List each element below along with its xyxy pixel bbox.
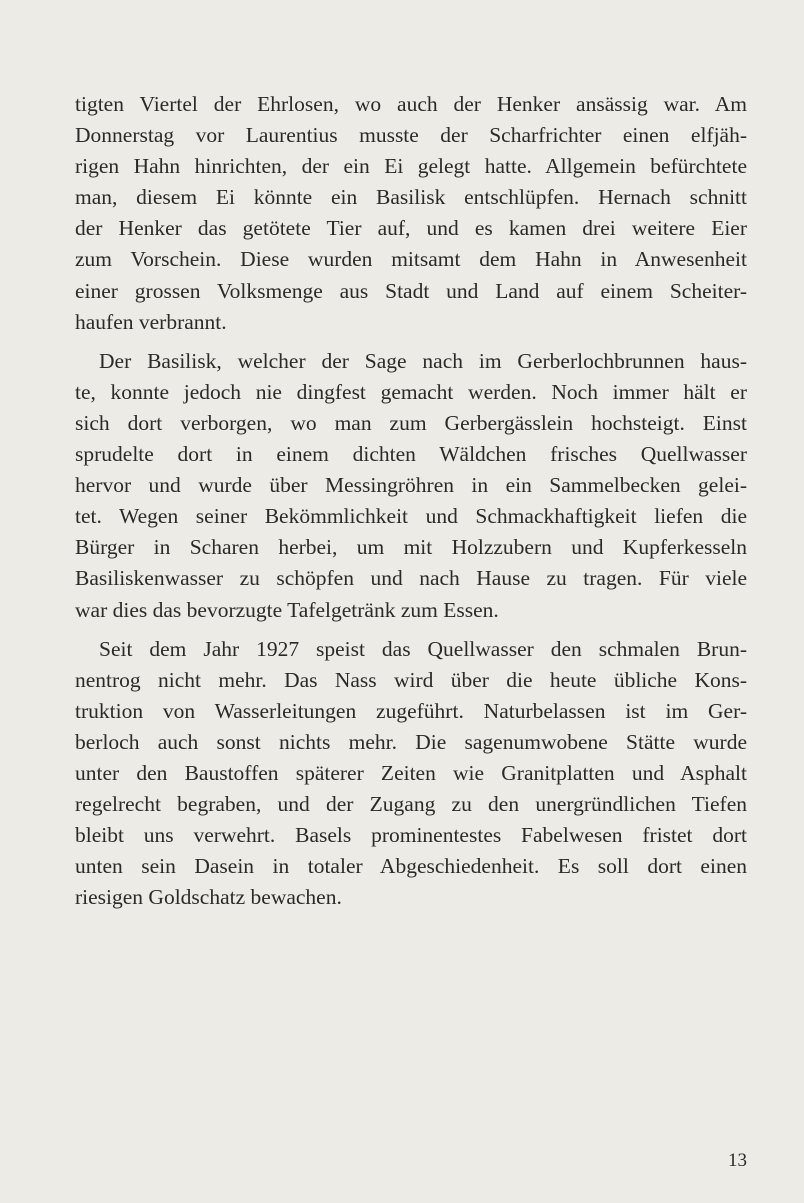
text-line: einer grossen Volksmenge aus Stadt und Land auf einem Scheiter- [75, 278, 747, 303]
body-text [75, 89, 747, 913]
text-line: unter den Baustoffen späterer Zeiten wie Granitplatten und Asphalt [75, 760, 747, 785]
text-line: Seit dem Jahr 1927 speist das Quellwasser den schmalen Brun- [99, 636, 747, 661]
text-line: Basiliskenwasser zu schöpfen und nach Hause zu tragen. Für viele [75, 566, 747, 591]
text-line: riesigen Goldschatz bewachen. [75, 885, 342, 910]
text-line: Donnerstag vor Laurentius musste der Scharfrichter einen elfjäh- [75, 123, 747, 148]
text-line: rigen Hahn hinrichten, der ein Ei gelegt hatte. Allgemein befürchtete [75, 154, 747, 179]
text-line: zum Vorschein. Diese wurden mitsamt dem Hahn in Anwesenheit [75, 247, 747, 272]
text-line: sich dort verborgen, wo man zum Gerbergässlein hochsteigt. Einst [75, 410, 747, 435]
text-line: nentrog nicht mehr. Das Nass wird über die heute übliche Kons- [75, 667, 747, 692]
text-line: unten sein Dasein in totaler Abgeschiedenheit. Es soll dort einen [75, 854, 747, 879]
text-line: berloch auch sonst nichts mehr. Die sagenumwobene Stätte wurde [75, 729, 747, 754]
text-line: sprudelte dort in einem dichten Wäldchen frisches Quellwasser [75, 442, 747, 467]
text-line: tigten Viertel der Ehrlosen, wo auch der Henker ansässig war. Am [75, 92, 747, 116]
paragraph-1 [75, 89, 747, 338]
text-line: hervor und wurde über Messingröhren in ein Sammelbecken gelei- [75, 473, 747, 498]
paragraph-3 [75, 634, 747, 914]
text-line: truktion von Wasserleitungen zugeführt. Naturbelassen ist im Ger- [75, 698, 747, 723]
text-line: te, konnte jedoch nie dingfest gemacht werden. Noch immer hält er [75, 379, 747, 404]
text-line: tet. Wegen seiner Bekömmlichkeit und Schmackhaftigkeit liefen die [75, 504, 747, 529]
text-line: regelrecht begraben, und der Zugang zu den unergründlichen Tiefen [75, 792, 747, 817]
text-line: bleibt uns verwehrt. Basels prominentestes Fabelwesen fristet dort [75, 823, 747, 848]
paragraph-2 [75, 346, 747, 626]
text-line: war dies das bevorzugte Tafelgetränk zum Essen. [75, 597, 499, 622]
text-line: der Henker das getötete Tier auf, und es kamen drei weitere Eier [75, 216, 747, 241]
text-line: haufen verbrannt. [75, 309, 227, 334]
text-line: Bürger in Scharen herbei, um mit Holzzubern und Kupferkesseln [75, 535, 747, 560]
text-line: man, diesem Ei könnte ein Basilisk entschlüpfen. Hernach schnitt [75, 185, 747, 210]
text-line: Der Basilisk, welcher der Sage nach im Gerberlochbrunnen haus- [99, 348, 747, 373]
page-number: 13 [728, 1150, 747, 1171]
